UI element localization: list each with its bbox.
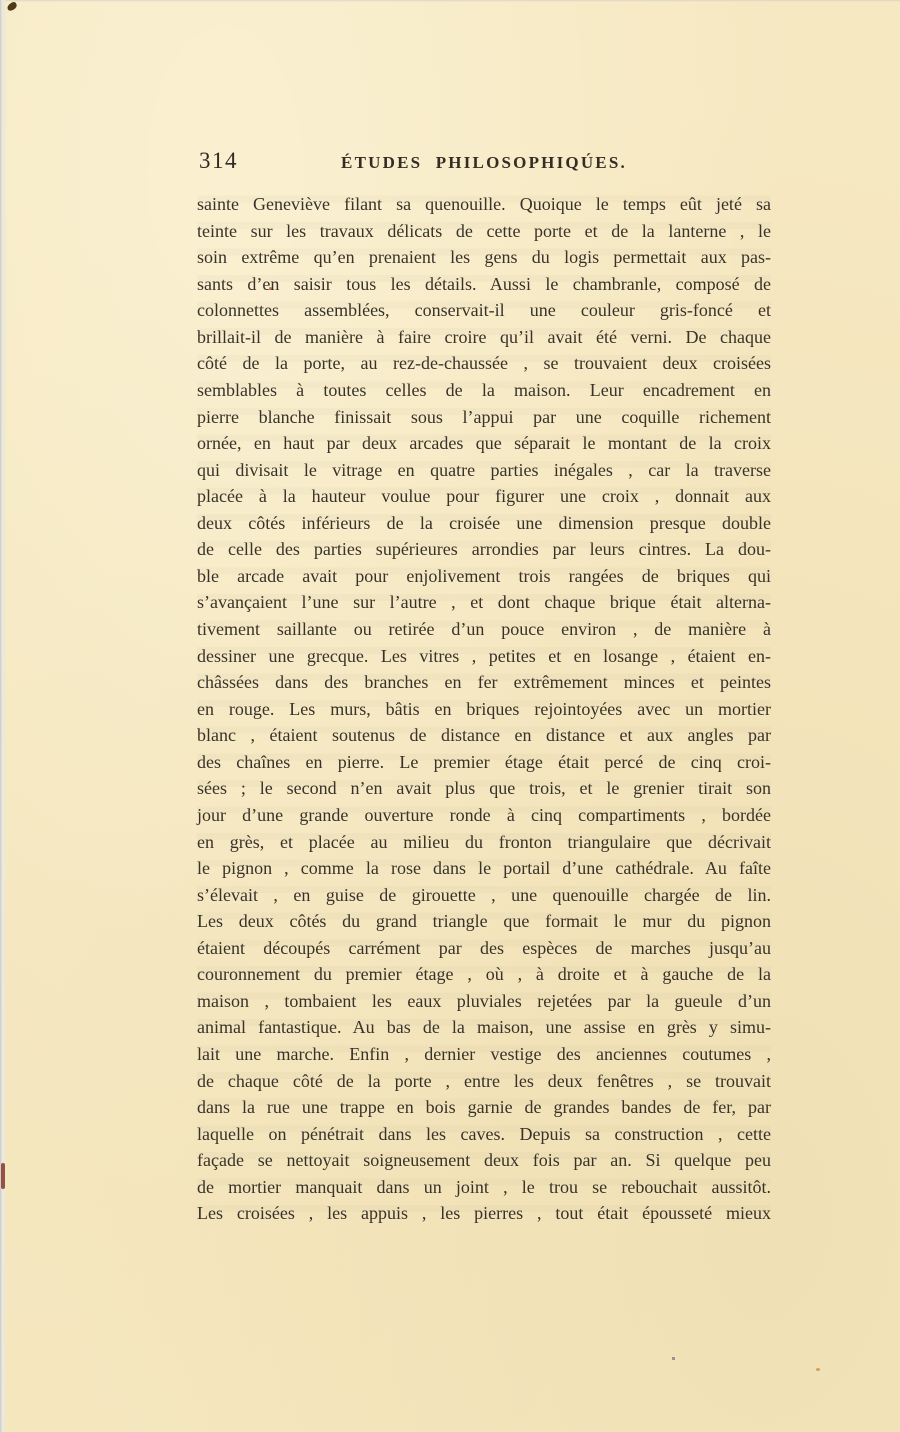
ink-streak [1,1163,5,1189]
text-line: qui divisait le vitrage en quatre parties inégales , car la traverse [197,459,771,480]
text-line: des chaînes en pierre. Le premier étage était percé de cinq croi- [197,751,771,772]
text-line: lait une marche. Enfin , dernier vestige des anciennes coutumes , [197,1044,771,1064]
text-line: sées ; le second n’en avait plus que trois, et le grenier tirait son [197,778,771,799]
paper-speck [816,1368,820,1371]
text-line: ornée, en haut par deux arcades que séparait le montant de la croix [197,433,771,454]
running-title: ÉTUDES PHILOSOPHIQÚES. [341,153,627,172]
text-line: deux côtés inférieurs de la croisée une dimension presque double [197,512,771,533]
text-line: teinte sur les travaux délicats de cette porte et de la lanterne , le [197,220,771,241]
text-line: jour d’une grande ouverture ronde à cinq compartiments , bordée [197,804,771,825]
text-line: côté de la porte, au rez-de-chaussée , se trouvaient deux croisées [197,353,771,374]
text-line: ble arcade avait pour enjolivement trois rangées de briques qui [197,565,771,586]
text-line: sainte Geneviève filant sa quenouille. Quoique le temps eût jeté sa [197,194,771,214]
text-line: châssées dans des branches en fer extrêmement minces et peintes [197,672,771,693]
text-line: de celle des parties supérieures arrondies par leurs cintres. La dou- [197,539,771,560]
text-line: colonnettes assemblées, conservait-il une couleur gris-foncé et [197,300,771,321]
text-line: brillait-il de manière à faire croire qu’il avait été verni. De chaque [197,326,771,347]
text-line: le pignon , comme la rose dans le portail d’une cathédrale. Au faîte [197,858,771,879]
text-line: s’avançaient l’une sur l’autre , et dont chaque brique était alterna- [197,592,771,613]
text-line: Les croisées , les appuis , les pierres , tout était épousseté mieux [197,1203,771,1224]
text-line: soin extrême qu’en prenaient les gens du logis permettait aux pas- [197,247,771,268]
paper-speck [672,1357,675,1360]
text-line: laquelle on pénétrait dans les caves. Depuis sa construction , cette [197,1123,771,1144]
text-line: tivement saillante ou retirée d’un pouce environ , de manière à [197,619,771,639]
text-line: sants d’en saisir tous les détails. Aussi le chambranle, composé de [197,273,771,294]
text-line: en rouge. Les murs, bâtis en briques rejointoyées avec un mortier [197,698,771,719]
text-line: Les deux côtés du grand triangle que formait le mur du pignon [197,911,771,932]
text-line: façade se nettoyait soigneusement deux fois par an. Si quelque peu [197,1150,771,1171]
text-line: couronnement du premier étage , où , à droite et à gauche de la [197,964,771,985]
text-line: semblables à toutes celles de la maison. Leur encadrement en [197,379,771,400]
body-text [197,191,771,1227]
text-line: dans la rue une trappe en bois garnie de grandes bandes de fer, par [197,1097,771,1118]
text-line: en grès, et placée au milieu du fronton triangulaire que décrivait [197,831,771,852]
text-line: de chaque côté de la porte , entre les deux fenêtres , se trouvait [197,1070,771,1091]
text-line: pierre blanche finissait sous l’appui par une coquille richement [197,406,771,427]
text-line: blanc , étaient soutenus de distance en distance et aux angles par [197,725,771,746]
text-line: de mortier manquait dans un joint , le trou se rebouchait aussitôt. [197,1176,771,1197]
text-line: placée à la hauteur voulue pour figurer une croix , donnait aux [197,486,771,507]
text-line: s’élevait , en guise de girouette , une quenouille chargée de lin. [197,884,771,905]
text-line: animal fantastique. Au bas de la maison, une assise en grès y simu- [197,1017,771,1038]
scan-edge-top [0,0,900,2]
text-line: étaient découpés carrément par des espèces de marches jusqu’au [197,937,771,958]
text-line: dessiner une grecque. Les vitres , petites et en losange , étaient en- [197,645,771,666]
ink-speck [6,1,18,12]
page-number: 314 [199,148,238,173]
text-line: maison , tombaient les eaux pluviales rejetées par la gueule d’un [197,990,771,1011]
scan-edge-left [0,0,7,1432]
